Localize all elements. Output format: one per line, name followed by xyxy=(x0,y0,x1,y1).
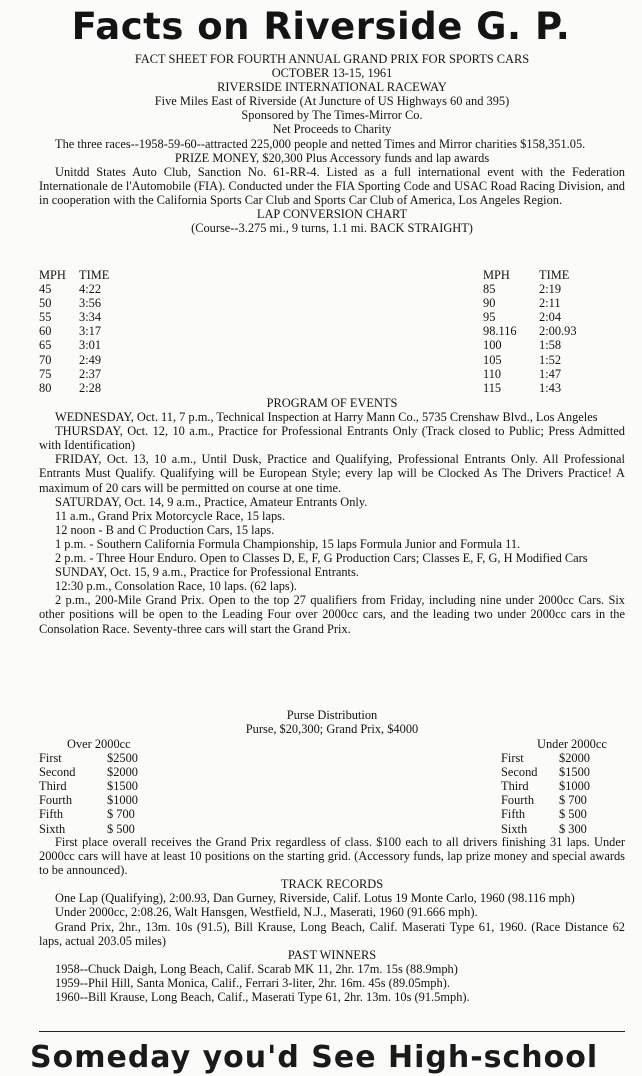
amount-cell: $ 300 xyxy=(559,821,587,836)
prize-money-line: PRIZE MONEY, $20,300 Plus Accessory funds and lap awards xyxy=(174,150,490,165)
header-line: FACT SHEET FOR FOURTH ANNUAL GRAND PRIX FOR SPORTS CARS xyxy=(134,52,530,66)
time-cell: 1:58 xyxy=(539,338,562,353)
place-cell: Fourth xyxy=(501,793,535,808)
mph-cell: 100 xyxy=(483,338,502,353)
program-item: 1 p.m. - Southern California Formula Championship, 15 laps Formula Junior and Formula 11. xyxy=(55,536,521,551)
sanction-paragraph: Unitdd States Auto Club, Sanction No. 61-RR-4. Listed as a full international event with the Federation Internationale de l'Automobile (FIA). Conducted under the FIA Sporting Code and USAC Road Racing Division, and in cooperation with the California Sports Car Club and Sports Car Club of America, Los Angeles Region. xyxy=(39,164,625,207)
mph-cell: 50 xyxy=(39,296,52,311)
program-item: THURSDAY, Oct. 12, 10 a.m., Practice for Professional Entrants Only (Track closed to Public; Press Admitted with Identification) xyxy=(39,424,625,453)
table-row xyxy=(39,779,167,793)
header-line: Sponsored by The Times-Mirror Co. xyxy=(241,108,423,123)
records-section xyxy=(39,835,625,1004)
record-item: Grand Prix, 2hr., 13m. 10s (91.5), Bill Krause, Long Beach, Calif. Maserati Type 61, 1960. (Race Distance 62 laps, actual 203.05 miles) xyxy=(39,919,625,948)
program-title: PROGRAM OF EVENTS xyxy=(266,396,398,410)
table-row xyxy=(39,296,139,310)
place-cell: Sixth xyxy=(39,821,66,836)
mph-cell: 85 xyxy=(483,282,496,297)
lap-chart-title: LAP CONVERSION CHART xyxy=(256,207,408,222)
table-row xyxy=(483,282,599,296)
header-line: RIVERSIDE INTERNATIONAL RACEWAY xyxy=(217,80,447,95)
attendance-paragraph: The three races--1958-59-60--attracted 225,000 people and netted Times and Mirror charities $158,351.05. xyxy=(55,136,586,151)
time-cell: 3:34 xyxy=(79,310,102,325)
purse-over-table xyxy=(39,737,167,836)
table-row xyxy=(501,822,619,836)
time-cell: 2:49 xyxy=(79,352,102,367)
time-cell: 1:47 xyxy=(539,366,562,381)
table-row xyxy=(483,338,599,352)
table-row xyxy=(39,822,167,836)
program-item: 11 a.m., Grand Prix Motorcycle Race, 15 laps. xyxy=(55,508,286,523)
table-row xyxy=(39,793,167,807)
place-cell: Fourth xyxy=(39,793,73,808)
table-row xyxy=(483,324,599,338)
mph-cell: 95 xyxy=(483,310,496,325)
mph-cell: 75 xyxy=(39,366,52,381)
amount-cell: $ 700 xyxy=(559,793,587,808)
time-header: TIME xyxy=(539,268,570,282)
winners-title: PAST WINNERS xyxy=(287,947,377,962)
winner-item: 1958--Chuck Daigh, Long Beach, Calif. Scarab MK 11, 2hr. 17m. 15s (88.9mph) xyxy=(55,961,458,976)
table-row xyxy=(39,353,139,367)
header-line: OCTOBER 13-15, 1961 xyxy=(271,66,393,81)
lap-table-left xyxy=(39,268,139,395)
time-cell: 4:22 xyxy=(79,282,102,297)
time-cell: 2:28 xyxy=(79,380,102,395)
next-article-heading xyxy=(30,1040,630,1075)
program-section xyxy=(39,396,625,636)
table-row xyxy=(483,381,599,395)
mph-cell: 80 xyxy=(39,380,52,395)
place-cell: Second xyxy=(501,765,538,780)
lap-table-right xyxy=(483,268,599,395)
purse-under-table xyxy=(501,737,619,836)
purse-heading xyxy=(39,708,625,736)
table-row xyxy=(39,751,167,765)
mph-cell: 105 xyxy=(483,352,502,367)
table-row xyxy=(39,324,139,338)
place-cell: Sixth xyxy=(501,821,528,836)
table-row xyxy=(501,765,619,779)
mph-cell: 55 xyxy=(39,310,52,325)
mph-cell: 90 xyxy=(483,296,496,311)
lap-chart-subtitle: (Course--3.275 mi., 9 turns, 1.1 mi. BACK STRAIGHT) xyxy=(191,221,473,236)
next-article-heading-text: Someday you'd See High-school xyxy=(30,1040,599,1075)
divider xyxy=(39,1031,625,1032)
time-cell: 3:56 xyxy=(79,296,102,311)
place-cell: Third xyxy=(501,779,529,794)
table-row xyxy=(483,296,599,310)
time-cell: 2:37 xyxy=(79,366,102,381)
time-cell: 2:19 xyxy=(539,282,562,297)
over-2000-label: Over 2000cc xyxy=(67,737,131,751)
table-row xyxy=(39,282,139,296)
table-row xyxy=(483,367,599,381)
time-cell: 1:52 xyxy=(539,352,562,367)
records-title: TRACK RECORDS xyxy=(280,877,384,892)
table-row xyxy=(39,765,167,779)
amount-cell: $1500 xyxy=(107,779,138,794)
page-title: Facts on Riverside G. P. xyxy=(71,5,571,48)
place-cell: Fifth xyxy=(39,807,64,822)
table-row xyxy=(501,793,619,807)
table-row xyxy=(501,751,619,765)
amount-cell: $ 500 xyxy=(107,821,135,836)
table-row xyxy=(39,807,167,821)
record-item: One Lap (Qualifying), 2:00.93, Dan Gurney, Riverside, Calif. Lotus 19 Monte Carlo, 1960 (98.116 mph) xyxy=(55,891,575,906)
amount-cell: $2500 xyxy=(107,751,138,766)
table-row xyxy=(39,367,139,381)
program-item: 12:30 p.m., Consolation Race, 10 laps. (62 laps). xyxy=(55,579,297,594)
winner-item: 1960--Bill Krause, Long Beach, Calif., Maserati Type 61, 2hr. 13m. 10s (91.5mph). xyxy=(55,990,470,1005)
amount-cell: $1000 xyxy=(107,793,138,808)
table-row xyxy=(483,310,599,324)
table-row xyxy=(39,310,139,324)
mph-cell: 110 xyxy=(483,366,502,381)
time-cell: 3:01 xyxy=(79,338,102,353)
purse-note: First place overall receives the Grand Prix regardless of class. $100 each to all drivers finishing 31 laps. Under 2000cc cars will have at least 10 positions on the starting grid. (Accessory funds, lap prize money and special awards to be announced). xyxy=(39,835,625,878)
time-header: TIME xyxy=(79,268,110,282)
place-cell: First xyxy=(39,751,62,766)
mph-header: MPH xyxy=(483,268,510,282)
time-cell: 2:04 xyxy=(539,310,562,325)
program-item: SUNDAY, Oct. 15, 9 a.m., Practice for Professional Entrants. xyxy=(55,565,359,580)
place-cell: First xyxy=(501,751,524,766)
amount-cell: $2000 xyxy=(559,751,590,766)
place-cell: Fifth xyxy=(501,807,526,822)
amount-cell: $1500 xyxy=(559,765,590,780)
table-row xyxy=(501,807,619,821)
program-item: FRIDAY, Oct. 13, 10 a.m., Until Dusk, Practice and Qualifying, Professional Entrants Only. All Professional Entrants Must Qualify. Qualifying will be European Style; every lap will be Clocked As The Drivers Practice! A maximum of 20 cars will be permitted on course at one time. xyxy=(39,452,625,495)
mph-cell: 65 xyxy=(39,338,52,353)
mph-cell: 98.116 xyxy=(483,324,517,339)
purse-title: Purse Distribution xyxy=(286,708,378,722)
purse-subtitle: Purse, $20,300; Grand Prix, $4000 xyxy=(245,722,419,737)
mph-cell: 60 xyxy=(39,324,52,339)
program-item: 2 p.m., 200-Mile Grand Prix. Open to the top 27 qualifiers from Friday, including nine under 2000cc Cars. Six other positions will be open to the Leading Four over 2000cc cars, and the leading two under 2000cc cars in the Consolation Race. Seventy-three cars will start the Grand Prix. xyxy=(39,593,625,636)
time-cell: 2:00.93 xyxy=(539,324,577,339)
amount-cell: $ 500 xyxy=(559,807,587,822)
table-row xyxy=(501,779,619,793)
time-cell: 3:17 xyxy=(79,324,102,339)
amount-cell: $1000 xyxy=(559,779,590,794)
header-line: Net Proceeds to Charity xyxy=(272,122,392,137)
mph-cell: 115 xyxy=(483,380,502,395)
table-header xyxy=(39,737,167,751)
mph-header: MPH xyxy=(39,268,66,282)
place-cell: Second xyxy=(39,765,76,780)
place-cell: Third xyxy=(39,779,67,794)
table-row xyxy=(483,353,599,367)
header-block xyxy=(39,52,625,235)
amount-cell: $ 700 xyxy=(107,807,135,822)
table-row xyxy=(39,381,139,395)
mph-cell: 45 xyxy=(39,282,52,297)
amount-cell: $2000 xyxy=(107,765,138,780)
table-header xyxy=(483,268,599,282)
record-item: Under 2000cc, 2:08.26, Walt Hansgen, Westfield, N.J., Maserati, 1960 (91.666 mph). xyxy=(55,905,478,920)
mph-cell: 70 xyxy=(39,352,52,367)
header-line: Five Miles East of Riverside (At Juncture of US Highways 60 and 395) xyxy=(154,94,510,109)
program-item: WEDNESDAY, Oct. 11, 7 p.m., Technical Inspection at Harry Mann Co., 5735 Crenshaw Blvd., Los Angeles xyxy=(55,410,598,425)
time-cell: 1:43 xyxy=(539,380,562,395)
winner-item: 1959--Phil Hill, Santa Monica, Calif., Ferrari 3-liter, 2hr. 16m. 45s (89.05mph). xyxy=(55,975,450,990)
table-row xyxy=(39,338,139,352)
table-header xyxy=(501,737,619,751)
time-cell: 2:11 xyxy=(539,296,561,311)
program-item: SATURDAY, Oct. 14, 9 a.m., Practice, Amateur Entrants Only. xyxy=(55,494,368,509)
program-item: 12 noon - B and C Production Cars, 15 laps. xyxy=(55,522,275,537)
table-header xyxy=(39,268,139,282)
under-2000-label: Under 2000cc xyxy=(537,737,607,751)
program-item: 2 p.m. - Three Hour Enduro. Open to Classes D, E, F, G Production Cars; Classes E, F, G, H Modified Cars xyxy=(55,551,588,566)
